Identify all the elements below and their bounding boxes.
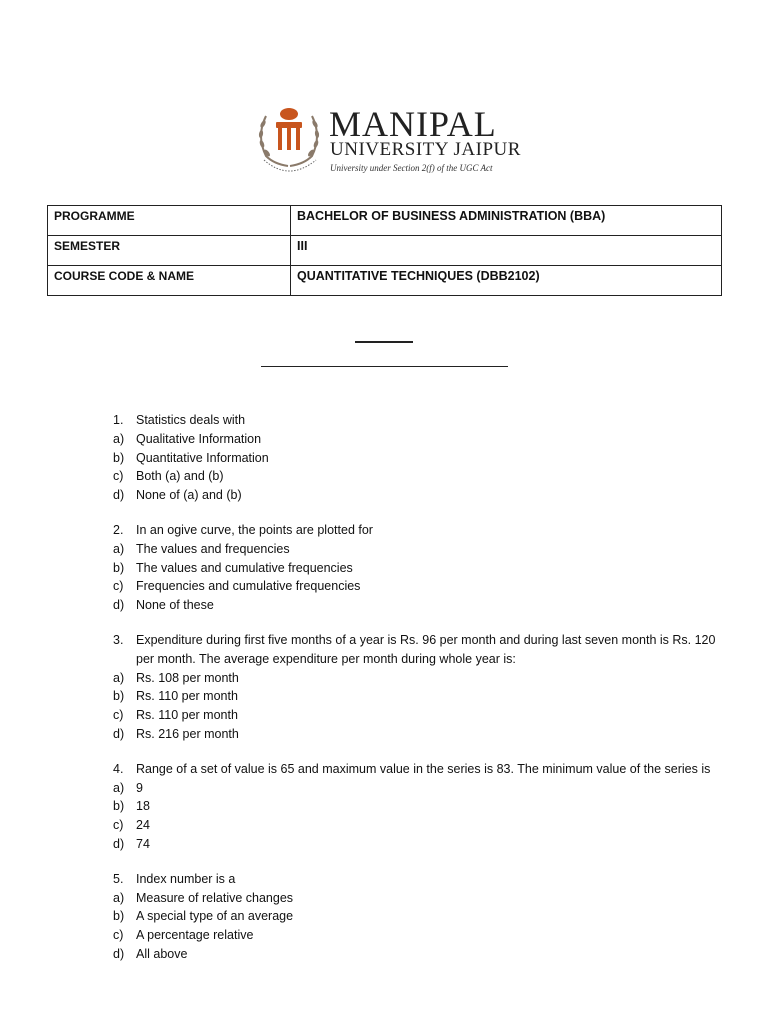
option-text: 9 xyxy=(136,780,143,795)
option-mark: a) xyxy=(113,890,125,905)
question-text: Statistics deals with xyxy=(136,413,246,427)
question-item xyxy=(113,411,728,505)
programme-label: PROGRAMME xyxy=(48,206,291,236)
option-mark: c) xyxy=(113,579,124,594)
option-text: The values and cumulative frequencies xyxy=(136,560,353,575)
option-mark: d) xyxy=(113,726,125,741)
course-value: QUANTITATIVE TECHNIQUES (DBB2102) xyxy=(291,266,722,296)
table-row xyxy=(48,236,722,266)
university-seal-icon xyxy=(254,102,328,182)
question-item xyxy=(113,631,728,744)
option-text: 24 xyxy=(136,818,150,833)
option-mark: a) xyxy=(113,780,125,795)
question-item xyxy=(113,760,728,854)
university-subtitle: UNIVERSITY JAIPUR xyxy=(330,139,521,160)
option-text: A percentage relative xyxy=(136,928,254,943)
option-mark: a) xyxy=(113,541,125,556)
question-number: 5. xyxy=(113,871,124,886)
question-item xyxy=(113,521,728,615)
option-mark: b) xyxy=(113,560,125,575)
option-mark: d) xyxy=(113,946,125,961)
divider xyxy=(355,341,413,343)
divider xyxy=(261,366,508,367)
option-text: A special type of an average xyxy=(136,909,294,924)
option-text: Rs. 110 per month xyxy=(136,689,238,704)
option-mark: a) xyxy=(113,431,125,446)
question-item xyxy=(113,870,728,964)
question-text: Index number is a xyxy=(136,871,236,886)
university-tagline: University under Section 2(f) of the UGC Act xyxy=(330,163,493,173)
question-number: 2. xyxy=(113,522,124,537)
semester-label: SEMESTER xyxy=(48,236,291,266)
option-text: 74 xyxy=(136,836,150,851)
option-mark: a) xyxy=(113,670,125,685)
option-text: Qualitative Information xyxy=(136,431,262,446)
option-text: Rs. 108 per month xyxy=(136,670,239,685)
option-mark: c) xyxy=(113,818,124,833)
option-mark: b) xyxy=(113,689,125,704)
option-mark: b) xyxy=(113,799,125,814)
question-number: 1. xyxy=(113,413,124,427)
option-text: Quantitative Information xyxy=(136,450,269,465)
option-text: None of (a) and (b) xyxy=(136,488,242,503)
option-mark: d) xyxy=(113,488,125,503)
option-text: Both (a) and (b) xyxy=(136,469,224,484)
semester-value: III xyxy=(291,236,722,266)
option-mark: c) xyxy=(113,469,124,484)
table-row xyxy=(48,266,722,296)
option-mark: c) xyxy=(113,708,124,723)
option-text: All above xyxy=(136,946,188,961)
university-logo xyxy=(254,102,534,182)
option-text: Rs. 216 per month xyxy=(136,726,239,741)
option-text: Measure of relative changes xyxy=(136,890,294,905)
question-list xyxy=(113,411,728,980)
course-info-table xyxy=(47,205,722,296)
question-text: Expenditure during first five months of a year is Rs. 96 per month and during last seven month is Rs. 120 per month. The average expenditure per month during whole year is: xyxy=(136,632,716,666)
option-mark: b) xyxy=(113,450,125,465)
option-text: Rs. 110 per month xyxy=(136,708,238,723)
option-text: The values and frequencies xyxy=(136,541,290,556)
option-text: 18 xyxy=(136,799,150,814)
course-label: COURSE CODE & NAME xyxy=(48,266,291,296)
question-number: 4. xyxy=(113,761,124,776)
option-text: Frequencies and cumulative frequencies xyxy=(136,579,361,594)
table-row xyxy=(48,206,722,236)
programme-value: BACHELOR OF BUSINESS ADMINISTRATION (BBA) xyxy=(291,206,722,236)
option-mark: b) xyxy=(113,909,125,924)
question-number: 3. xyxy=(113,632,124,647)
option-mark: c) xyxy=(113,928,124,943)
option-mark: d) xyxy=(113,836,125,851)
question-text: Range of a set of value is 65 and maximum value in the series is 83. The minimum value of the series is xyxy=(136,761,711,776)
question-text: In an ogive curve, the points are plotted for xyxy=(136,522,373,537)
option-mark: d) xyxy=(113,598,125,613)
option-text: None of these xyxy=(136,598,214,613)
university-name: MANIPAL xyxy=(329,104,497,144)
